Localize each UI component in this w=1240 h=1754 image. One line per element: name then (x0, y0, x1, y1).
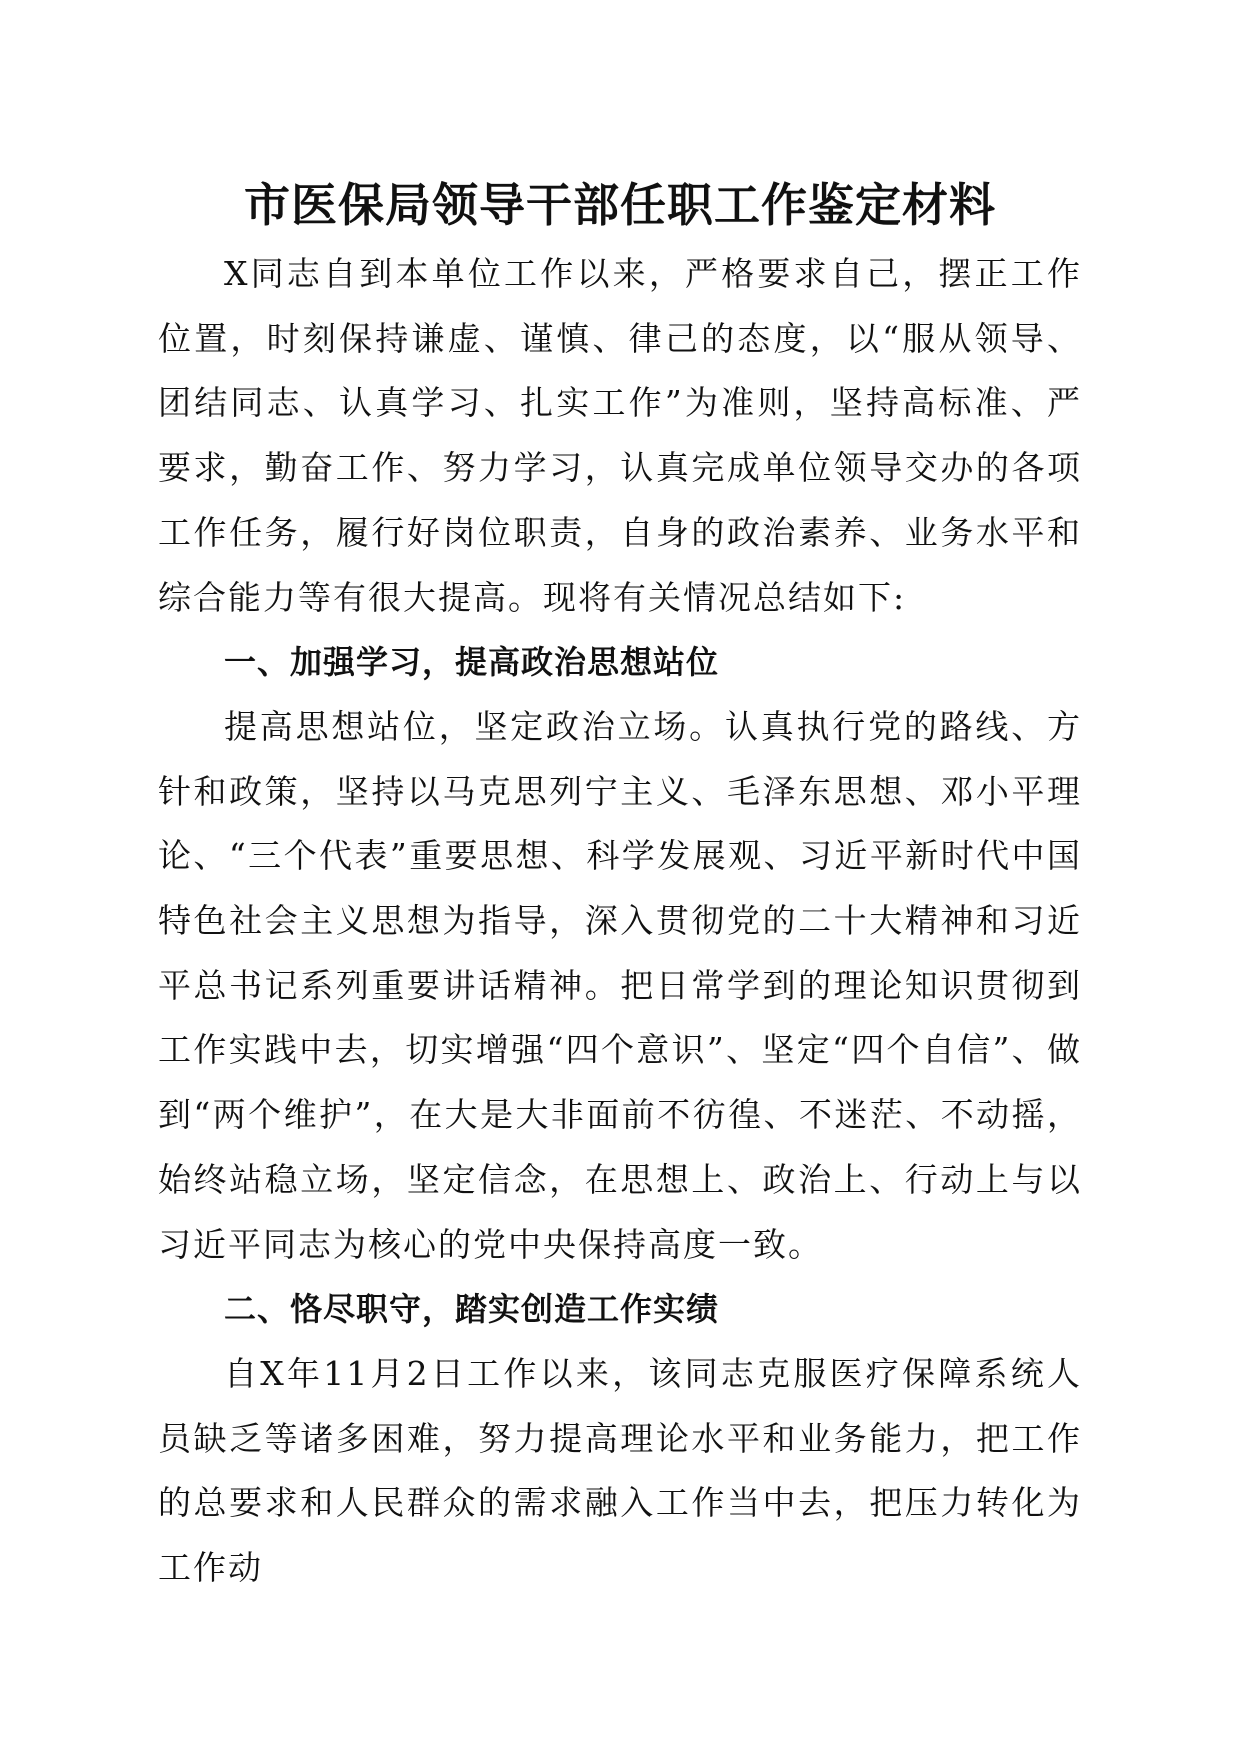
section-heading-1: 一、加强学习，提高政治思想站位 (224, 643, 720, 682)
section-paragraph-2: 自X年11月2日工作以来，该同志克服医疗保障系统人员缺乏等诸多困难，努力提高理论水平和业务能力，把工作的总要求和人民群众的需求融入工作当中去，把压力转化为工作动 (158, 1353, 1082, 1588)
section-heading-2: 二、恪尽职守，踏实创造工作实绩 (224, 1290, 720, 1329)
intro-paragraph: X同志自到本单位工作以来，严格要求自己，摆正工作位置，时刻保持谦虚、谨慎、律己的态度，以“服从领导、团结同志、认真学习、扎实工作”为准则，坚持高标准、严要求，勤奋工作、努力学习，认真完成单位领导交办的各项工作任务，履行好岗位职责，自身的政治素养、业务水平和综合能力等有很大提高。现将有关情况总结如下: (158, 254, 1082, 617)
document-title: 市医保局领导干部任职工作鉴定材料 (244, 178, 996, 232)
document-body (158, 242, 1082, 1601)
section-paragraph-1: 提高思想站位，坚定政治立场。认真执行党的路线、方针和政策，坚持以马克思列宁主义、毛泽东思想、邓小平理论、“三个代表”重要思想、科学发展观、习近平新时代中国特色社会主义思想为指导，深入贯彻党的二十大精神和习近平总书记系列重要讲话精神。把日常学到的理论知识贯彻到工作实践中去，切实增强“四个意识”、坚定“四个自信”、做到“两个维护”，在大是大非面前不彷徨、不迷茫、不动摇，始终站稳立场，坚定信念，在思想上、政治上、行动上与以习近平同志为核心的党中央保持高度一致。 (158, 706, 1082, 1264)
